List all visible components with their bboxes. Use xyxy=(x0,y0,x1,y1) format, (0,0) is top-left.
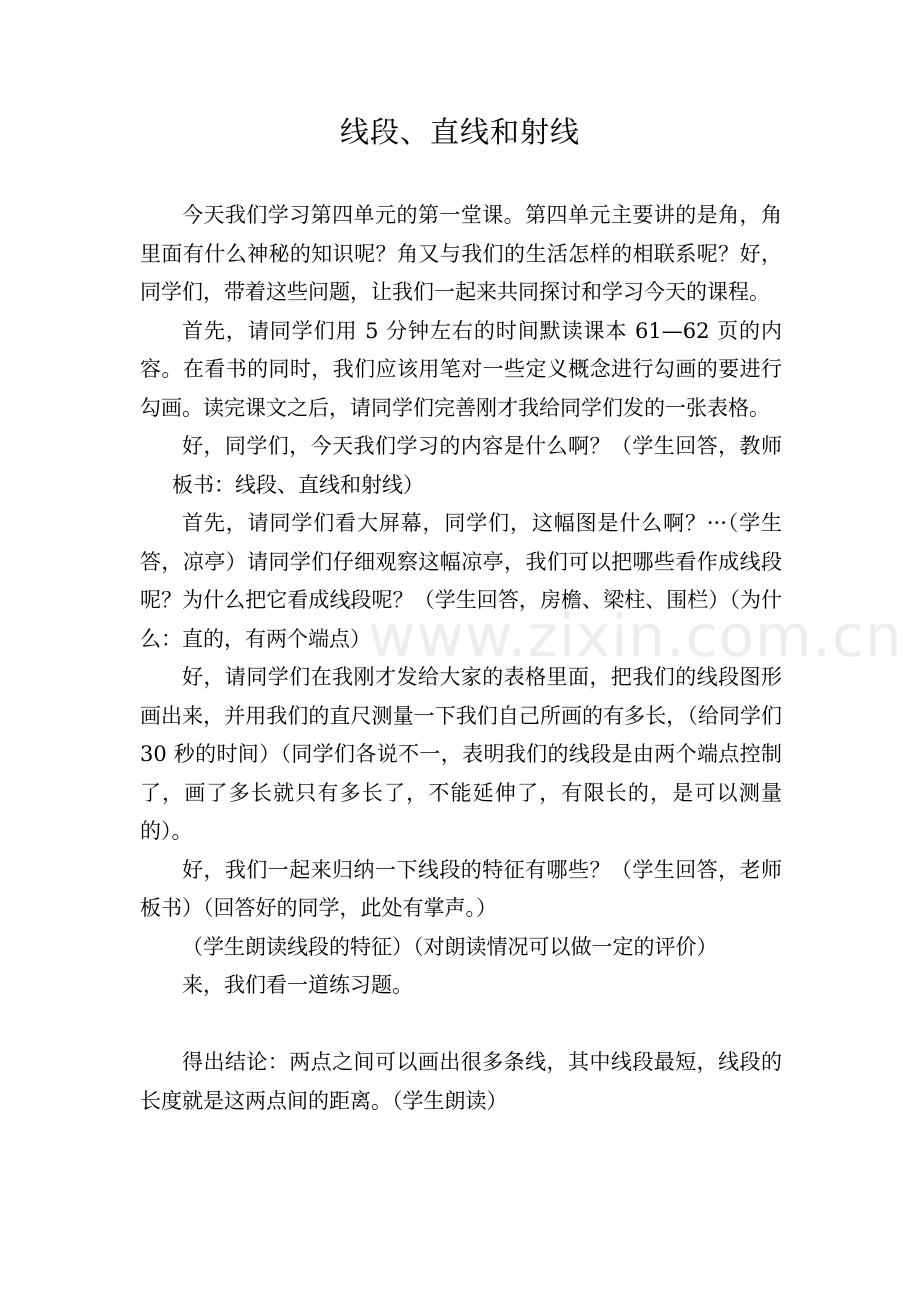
paragraph-exercise: 来，我们看一道练习题。 xyxy=(182,973,413,997)
paragraph-features: 好，我们一起来归纳一下线段的特征有哪些？（学生回答，老师板书）（回答好的同学，此处有掌声。） xyxy=(140,857,782,920)
paragraph-conclusion: 得出结论：两点之间可以画出很多条线，其中线段最短，线段的长度就是这两点间的距离。（学生朗读） xyxy=(140,1050,782,1113)
paragraph-reading: 首先，请同学们用 5 分钟左右的时间默读课本 61—62 页的内容。在看书的同时，我们应该用笔对一些定义概念进行勾画的要进行勾画。读完课文之后，请同学们完善刚才我给同学们发的一张表格。 xyxy=(140,318,782,420)
paragraph-topic-question: 好，同学们，今天我们学习的内容是什么啊？（学生回答，教师板书：线段、直线和射线） xyxy=(172,434,782,497)
paragraph-intro: 今天我们学习第四单元的第一堂课。第四单元主要讲的是角，角里面有什么神秘的知识呢？角又与我们的生活怎样的相联系呢？好，同学们，带着这些问题，让我们一起来共同探讨和学习今天的课程。 xyxy=(140,203,782,304)
watermark: www.zixin.com.cn xyxy=(368,602,903,670)
document-body xyxy=(140,196,782,1120)
paragraph-drawing: 好，请同学们在我刚才发给大家的表格里面，把我们的线段图形画出来，并用我们的直尺测量一下我们自己所画的有多长，（给同学们 30 秒的时间）（同学们各说不一，表明我们的线段是由两个端点控制了，画了多长就只有多长了，不能延伸了，有限长的，是可以测量的）。 xyxy=(140,665,782,843)
paragraph-read-aloud: （学生朗读线段的特征）（对朗读情况可以做一定的评价） xyxy=(182,934,718,959)
paragraph-pavilion: 首先，请同学们看大屏幕，同学们，这幅图是什么啊？···（学生答，凉亭）请同学们仔细观察这幅凉亭，我们可以把哪些看作成线段呢？为什么把它看成线段呢？（学生回答，房檐、梁柱、围栏）（为什么：直的，有两个端点） xyxy=(140,511,782,651)
document-title: 线段、直线和射线 xyxy=(339,115,580,149)
